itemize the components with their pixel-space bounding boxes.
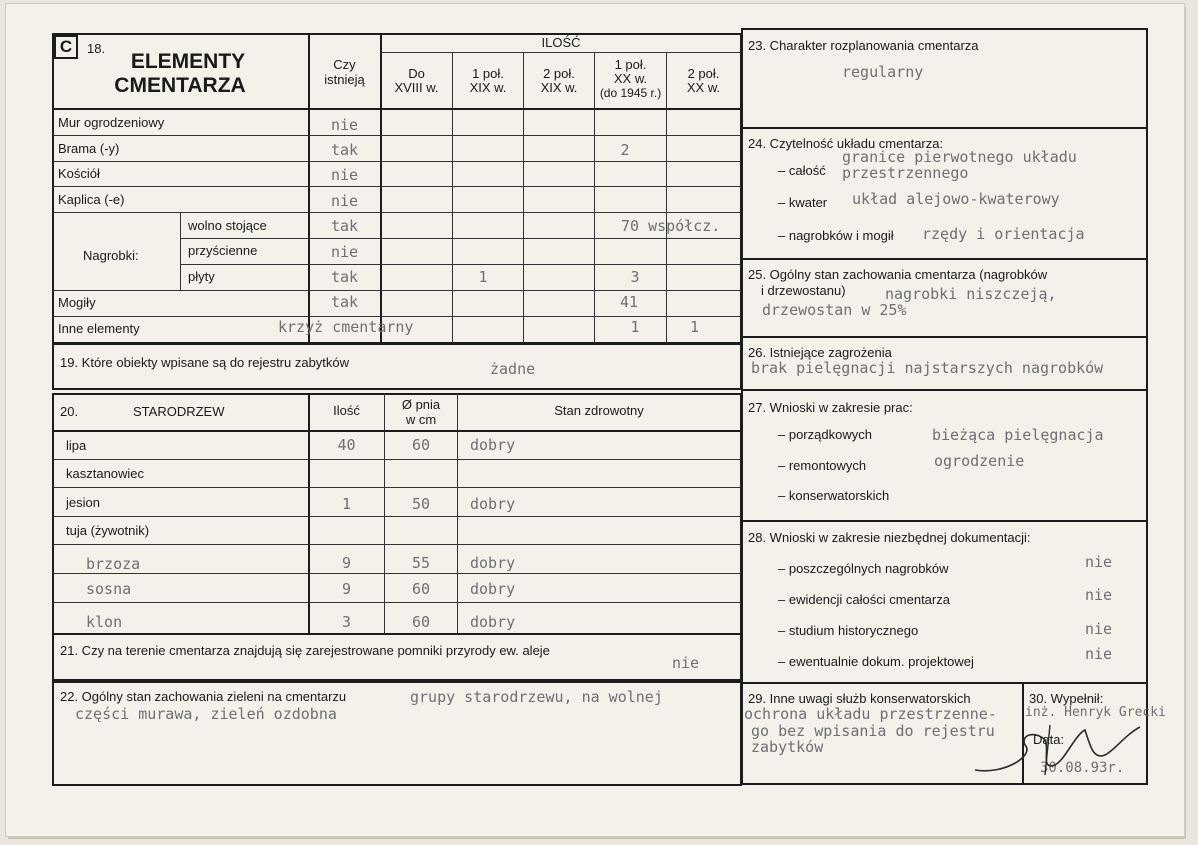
tree-diameter: 60 — [411, 436, 431, 454]
exists-value: tak — [330, 141, 359, 159]
q27-rem-label: – remontowych — [778, 458, 867, 473]
tree-name: jesion — [66, 495, 100, 510]
qty-value: 70 współcz. — [621, 217, 721, 235]
section-title-line1: ELEMENTY — [130, 50, 246, 73]
row-label: przyścienne — [188, 243, 258, 258]
q27-kons-label: – konserwatorskich — [778, 488, 890, 503]
q30-date-label: Data: — [1033, 732, 1065, 747]
q28-item-label: – ewidencji całości cmentarza — [778, 592, 950, 607]
q20-title: STARODRZEW — [133, 404, 225, 419]
q28-item-answer: nie — [1085, 586, 1113, 604]
q25-label: i drzewostanu) — [761, 283, 846, 298]
tree-health: dobry — [470, 580, 516, 598]
row-label: Kaplica (-e) — [58, 192, 125, 207]
period-header: 1 poł. — [472, 66, 504, 81]
tree-diameter: 60 — [411, 580, 431, 598]
exists-value: nie — [330, 116, 359, 134]
q29-label: 29. Inne uwagi służb konserwatorskich — [748, 691, 971, 706]
tree-health: dobry — [470, 495, 516, 513]
tree-health: dobry — [470, 613, 516, 631]
q29-answer: go bez wpisania do rejestru — [751, 722, 995, 740]
q30-date: 30.08.93r. — [1040, 760, 1125, 776]
q24-nagrob-label: – nagrobków i mogił — [778, 228, 894, 243]
q26-answer: brak pielęgnacji najstarszych nagrobków — [751, 359, 1104, 377]
q27-rem: ogrodzenie — [934, 452, 1025, 470]
tree-qty: 9 — [341, 554, 352, 572]
tree-qty: 1 — [341, 495, 352, 513]
q25-answer: drzewostan w 25% — [762, 301, 907, 319]
q19-label: 19. Które obiekty wpisane są do rejestru zabytków — [60, 355, 350, 370]
exists-value: krzyż cmentarny — [278, 318, 414, 336]
tree-diameter: 60 — [411, 613, 431, 631]
q28-item-label: – ewentualnie dokum. projektowej — [778, 654, 974, 669]
period-header: (do 1945 r.) — [599, 86, 662, 100]
period-header: XX w. — [686, 80, 721, 95]
tree-qty: 3 — [341, 613, 352, 631]
q24-calosc: przestrzennego — [842, 164, 969, 182]
q30-filler: inż. Henryk Grecki — [1025, 705, 1166, 720]
qty-value: 41 — [619, 293, 639, 311]
period-header: XIX w. — [540, 80, 578, 95]
qty-value: 1 — [630, 318, 640, 336]
q24-kwater-label: – kwater — [778, 195, 828, 210]
q24-calosc: granice pierwotnego układu — [842, 148, 1077, 166]
row-label: Brama (-y) — [58, 141, 120, 156]
tree-name: klon — [86, 613, 123, 631]
qty-value: 1 — [689, 318, 700, 336]
period-header: 1 poł. — [614, 57, 647, 72]
q20-col-diam: Ø pnia — [401, 397, 441, 412]
tree-name: lipa — [66, 438, 87, 453]
period-header: XIX w. — [469, 80, 507, 95]
period-header: 2 poł. — [543, 66, 575, 81]
tree-health: dobry — [470, 554, 516, 572]
q20-col-diam: w cm — [405, 412, 437, 427]
tree-diameter: 50 — [411, 495, 431, 513]
q23-label: 23. Charakter rozplanowania cmentarza — [748, 38, 979, 53]
qty-value: 2 — [620, 141, 630, 159]
col-exists-label-2: istnieją — [324, 72, 365, 87]
q24-kwater: układ alejowo-kwaterowy — [852, 190, 1060, 208]
exists-value: tak — [330, 217, 359, 235]
q27-porz: bieżąca pielęgnacja — [932, 426, 1104, 444]
row-label: Nagrobki: — [83, 248, 139, 263]
exists-value: nie — [330, 192, 359, 210]
q23-answer: regularny — [842, 63, 924, 81]
tree-name: tuja (żywotnik) — [66, 523, 150, 538]
signature — [965, 715, 1150, 785]
period-header: XX w. — [613, 71, 648, 86]
q20-col-health: Stan zdrowotny — [554, 403, 644, 418]
tree-name: sosna — [86, 580, 132, 598]
qty-value: 3 — [630, 268, 640, 286]
row-label: Mogiły — [58, 295, 96, 310]
q28-item-answer: nie — [1085, 620, 1113, 638]
tree-name: kasztanowiec — [66, 466, 145, 481]
exists-value: nie — [330, 166, 359, 184]
qty-value: 1 — [478, 268, 488, 286]
tree-qty: 40 — [337, 436, 356, 454]
q19-answer: żadne — [490, 360, 536, 378]
q27-porz-label: – porządkowych — [778, 427, 872, 442]
col-exists-label-1: Czy — [333, 57, 356, 72]
q27-label: 27. Wnioski w zakresie prac: — [748, 400, 913, 415]
row-label: płyty — [188, 269, 215, 284]
period-header: XVIII w. — [394, 80, 439, 95]
q22-answer: grupy starodrzewu, na wolnej — [410, 688, 663, 706]
q28-item-label: – poszczególnych nagrobków — [778, 561, 949, 576]
q28-item-answer: nie — [1085, 553, 1113, 571]
period-header: 2 poł. — [687, 66, 720, 81]
q20-number: 20. — [60, 404, 79, 419]
q20-col-qty: Ilość — [333, 403, 360, 418]
row-label: Mur ogrodzeniowy — [58, 115, 165, 130]
q29-answer: ochrona układu przestrzenne- — [744, 705, 997, 723]
q26-label: 26. Istniejące zagrożenia — [748, 345, 892, 360]
quantity-header: ILOŚĆ — [541, 35, 581, 50]
q28-item-answer: nie — [1085, 645, 1113, 663]
row-label: Kościół — [58, 166, 100, 181]
tree-name: brzoza — [86, 555, 141, 573]
exists-value: tak — [330, 293, 359, 311]
q30-label: 30. Wypełnił: — [1029, 691, 1104, 706]
section-number: 18. — [87, 41, 106, 56]
exists-value: tak — [330, 268, 359, 286]
row-label: wolno stojące — [188, 218, 267, 233]
tree-qty: 9 — [341, 580, 352, 598]
q25-label: 25. Ogólny stan zachowania cmentarza (nagrobków — [748, 267, 1048, 282]
q25-answer: nagrobki niszczeją, — [885, 285, 1057, 303]
row-label: Inne elementy — [58, 321, 140, 336]
q22-label: 22. Ogólny stan zachowania zieleni na cmentarzu — [60, 689, 347, 704]
q24-calosc-label: – całość — [778, 163, 826, 178]
tree-diameter: 55 — [411, 554, 431, 572]
period-header: Do — [408, 66, 425, 81]
q21-answer: nie — [672, 654, 700, 672]
q28-label: 28. Wnioski w zakresie niezbędnej dokumentacji: — [748, 530, 1031, 545]
q22-answer: części murawa, zieleń ozdobna — [75, 705, 337, 723]
q29-answer: zabytków — [751, 738, 824, 756]
q24-label: 24. Czytelność układu cmentarza: — [748, 136, 944, 151]
tree-health: dobry — [470, 436, 516, 454]
section-letter: C — [59, 37, 73, 56]
section-title-line2: CMENTARZA — [114, 74, 246, 97]
q28-item-label: – studium historycznego — [778, 623, 919, 638]
exists-value: nie — [330, 243, 359, 261]
q21-label: 21. Czy na terenie cmentarza znajdują się zarejestrowane pomniki przyrody ew. aleje — [60, 643, 550, 658]
q24-nagrob: rzędy i orientacja — [922, 225, 1085, 243]
